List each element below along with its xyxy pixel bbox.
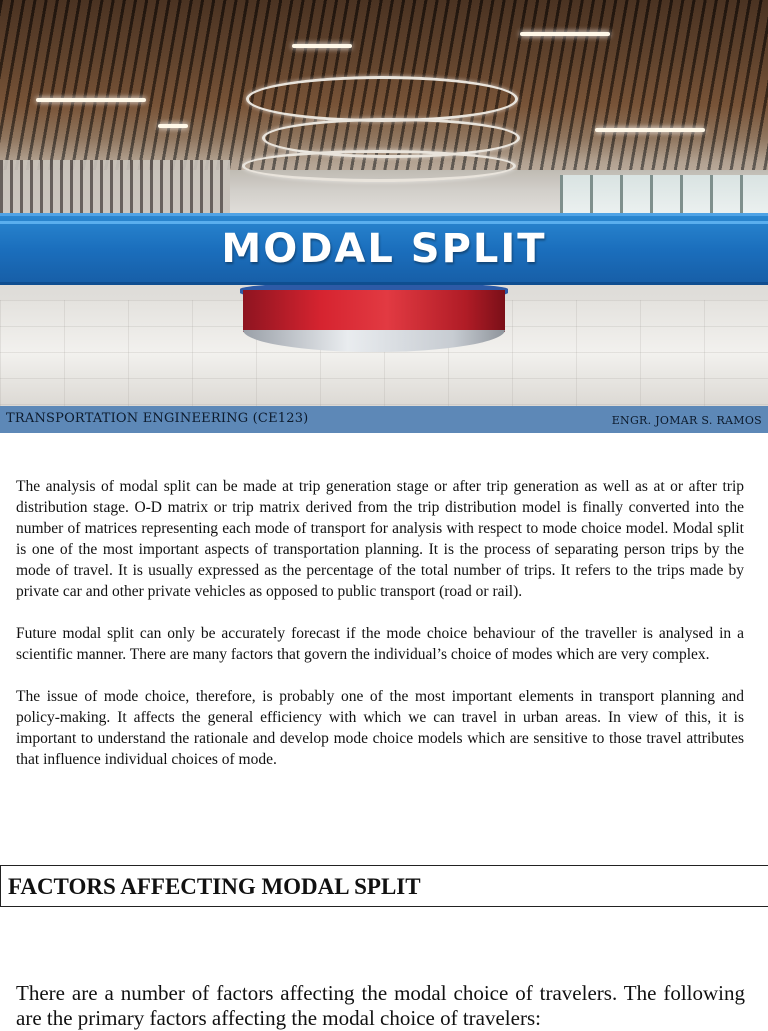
ceiling-light — [520, 32, 610, 36]
paragraph: The issue of mode choice, therefore, is probably one of the most important elements in transport planning and policy-making. It affects the general efficiency with which we can travel in urban areas. In view of this, it is important to understand the rationale and develop mode choice models which are sensitive to those travel attributes that influence individual choices of mode. — [16, 688, 744, 768]
red-pillar — [243, 290, 505, 332]
paragraph: Future modal split can only be accurately forecast if the mode choice behaviour of the traveller is analysed in a scientific manner. There are many factors that govern the individual’s choice of modes which are very complex. — [16, 625, 744, 663]
ceiling-light — [36, 98, 146, 102]
title-band — [0, 213, 768, 285]
ceiling-light — [158, 124, 188, 128]
body-text — [16, 476, 744, 791]
ceiling-light — [292, 44, 352, 48]
section-lead-paragraph: There are a number of factors affecting the modal choice of travelers. The following are the primary factors affecting the modal choice of travelers: — [16, 981, 745, 1030]
section-heading: FACTORS AFFECTING MODAL SPLIT — [0, 865, 768, 907]
light-ring — [246, 76, 518, 122]
author-name: ENGR. JOMAR S. RAMOS — [611, 414, 762, 427]
paragraph: The analysis of modal split can be made at trip generation stage or after trip generation as well as at or after trip distribution stage. O-D matrix or trip matrix derived from the trip distribution model is finally converted into the number of matrices representing each mode of transport for analysis with respect to mode choice model. Modal split is one of the most important aspects of transportation planning. It is the process of separating person trips by the mode of travel. It is usually expressed as the percentage of the total number of trips. It refers to the trips made by private car and other private vehicles as opposed to public transport (road or rail). — [16, 478, 744, 600]
page-title: MODAL SPLIT — [221, 226, 547, 272]
course-name: TRANSPORTATION ENGINEERING (CE123) — [6, 411, 309, 426]
course-bar — [0, 406, 768, 433]
light-ring — [242, 150, 516, 182]
wall-slats — [0, 160, 230, 215]
band-stripe — [0, 221, 768, 224]
cover-photo — [0, 0, 768, 406]
ceiling-light — [595, 128, 705, 132]
